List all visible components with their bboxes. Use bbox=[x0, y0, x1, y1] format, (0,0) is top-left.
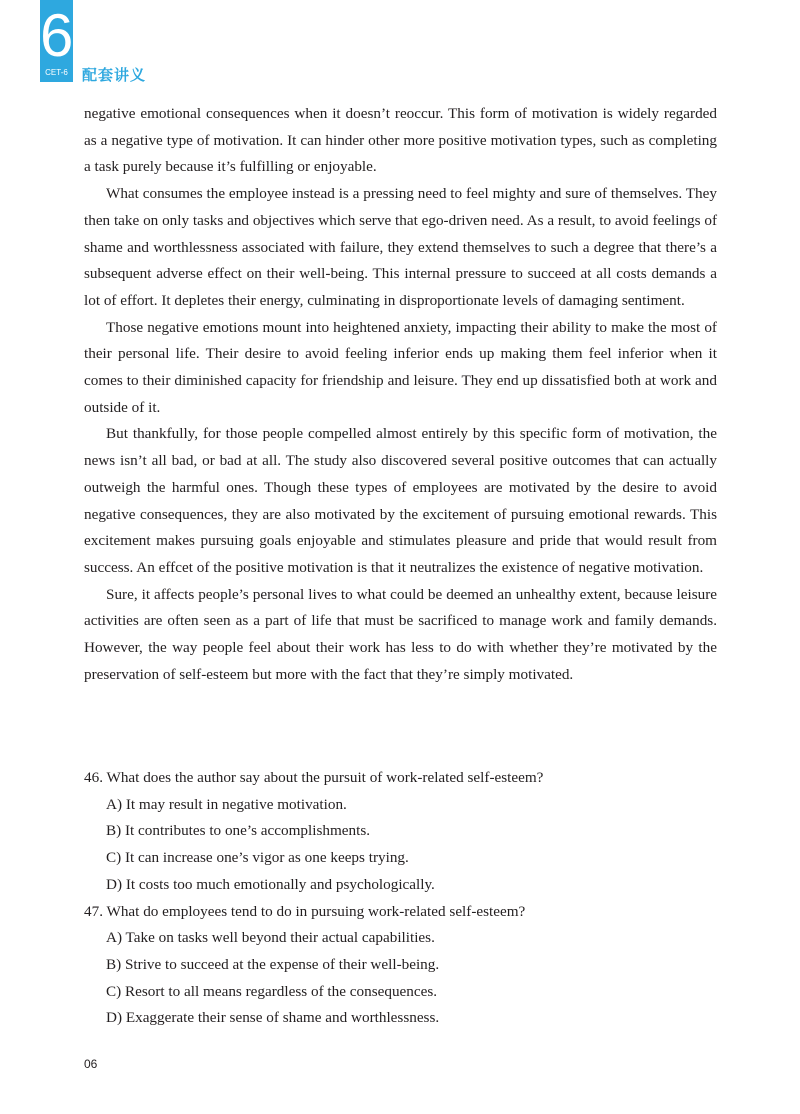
question-stem: 46. What does the author say about the pursuit of work-related self-esteem? bbox=[84, 769, 544, 786]
option-a: A) It may result in negative motivation. bbox=[106, 795, 347, 813]
option-c: C) Resort to all means regardless of the consequences. bbox=[106, 982, 438, 1000]
option-a: A) Take on tasks well beyond their actual capabilities. bbox=[106, 929, 435, 947]
paragraph: Sure, it affects people’s personal lives to what could be deemed an unhealthy extent, because leisure activities are often seen as a part of life that must be sacrificed to manage work and family demands. However, the way people feel about their work has less to do with whether they’re motivated by the preservation of self-esteem but more with the fact that they’re simply motivated. bbox=[84, 585, 717, 683]
paragraph: What consumes the employee instead is a pressing need to feel mighty and sure of themselves. They then take on only tasks and objectives which serve that ego-driven need. As a result, to avoid feelings of shame and worthlessness associated with failure, they extend themselves to such a degree that there’s a subsequent adverse effect on their well-being. This internal pressure to succeed at all costs demands a lot of effort. It depletes their energy, culminating in disproportionate levels of damaging sentiment. bbox=[84, 185, 717, 309]
question-stem: 47. What do employees tend to do in pursuing work-related self-esteem? bbox=[84, 902, 526, 920]
article-body bbox=[84, 101, 717, 688]
option-b: B) Strive to succeed at the expense of their well-being. bbox=[106, 955, 440, 973]
header-title: 配套讲义 bbox=[82, 66, 147, 84]
option-c: C) It can increase one’s vigor as one keeps trying. bbox=[106, 849, 409, 867]
option-b: B) It contributes to one’s accomplishments. bbox=[106, 822, 371, 840]
option-d: D) Exaggerate their sense of shame and worthlessness. bbox=[106, 1009, 440, 1027]
page-number: 06 bbox=[84, 1057, 98, 1071]
chapter-sublabel: CET-6 bbox=[45, 68, 68, 77]
question-section bbox=[84, 765, 717, 1032]
option-d: D) It costs too much emotionally and psychologically. bbox=[106, 875, 435, 893]
chapter-number: 6 bbox=[40, 2, 74, 69]
paragraph: negative emotional consequences when it doesn’t reoccur. This form of motivation is widely regarded as a negative type of motivation. It can hinder other more positive motivation types, such as completing a task purely because it’s fulfilling or enjoyable. bbox=[84, 105, 717, 176]
paragraph: Those negative emotions mount into heightened anxiety, impacting their ability to make the most of their personal life. Their desire to avoid feeling inferior ends up making them feel inferior when it comes to their diminished capacity for friendship and leisure. They end up dissatisfied both at work and outside of it. bbox=[84, 318, 717, 416]
paragraph: But thankfully, for those people compelled almost entirely by this specific form of motivation, the news isn’t all bad, or bad at all. The study also discovered several positive outcomes that can actually outweigh the harmful ones. Though these types of employees are motivated by the desire to avoid negative consequences, they are also motivated by the excitement of pursuing emotional rewards. This excitement makes pursuing goals enjoyable and stimulates pleasure and pride that would result from success. An effcet of the positive motivation is that it neutralizes the existence of negative motivation. bbox=[84, 425, 717, 576]
question-46 bbox=[84, 765, 717, 899]
question-47 bbox=[84, 899, 717, 1033]
